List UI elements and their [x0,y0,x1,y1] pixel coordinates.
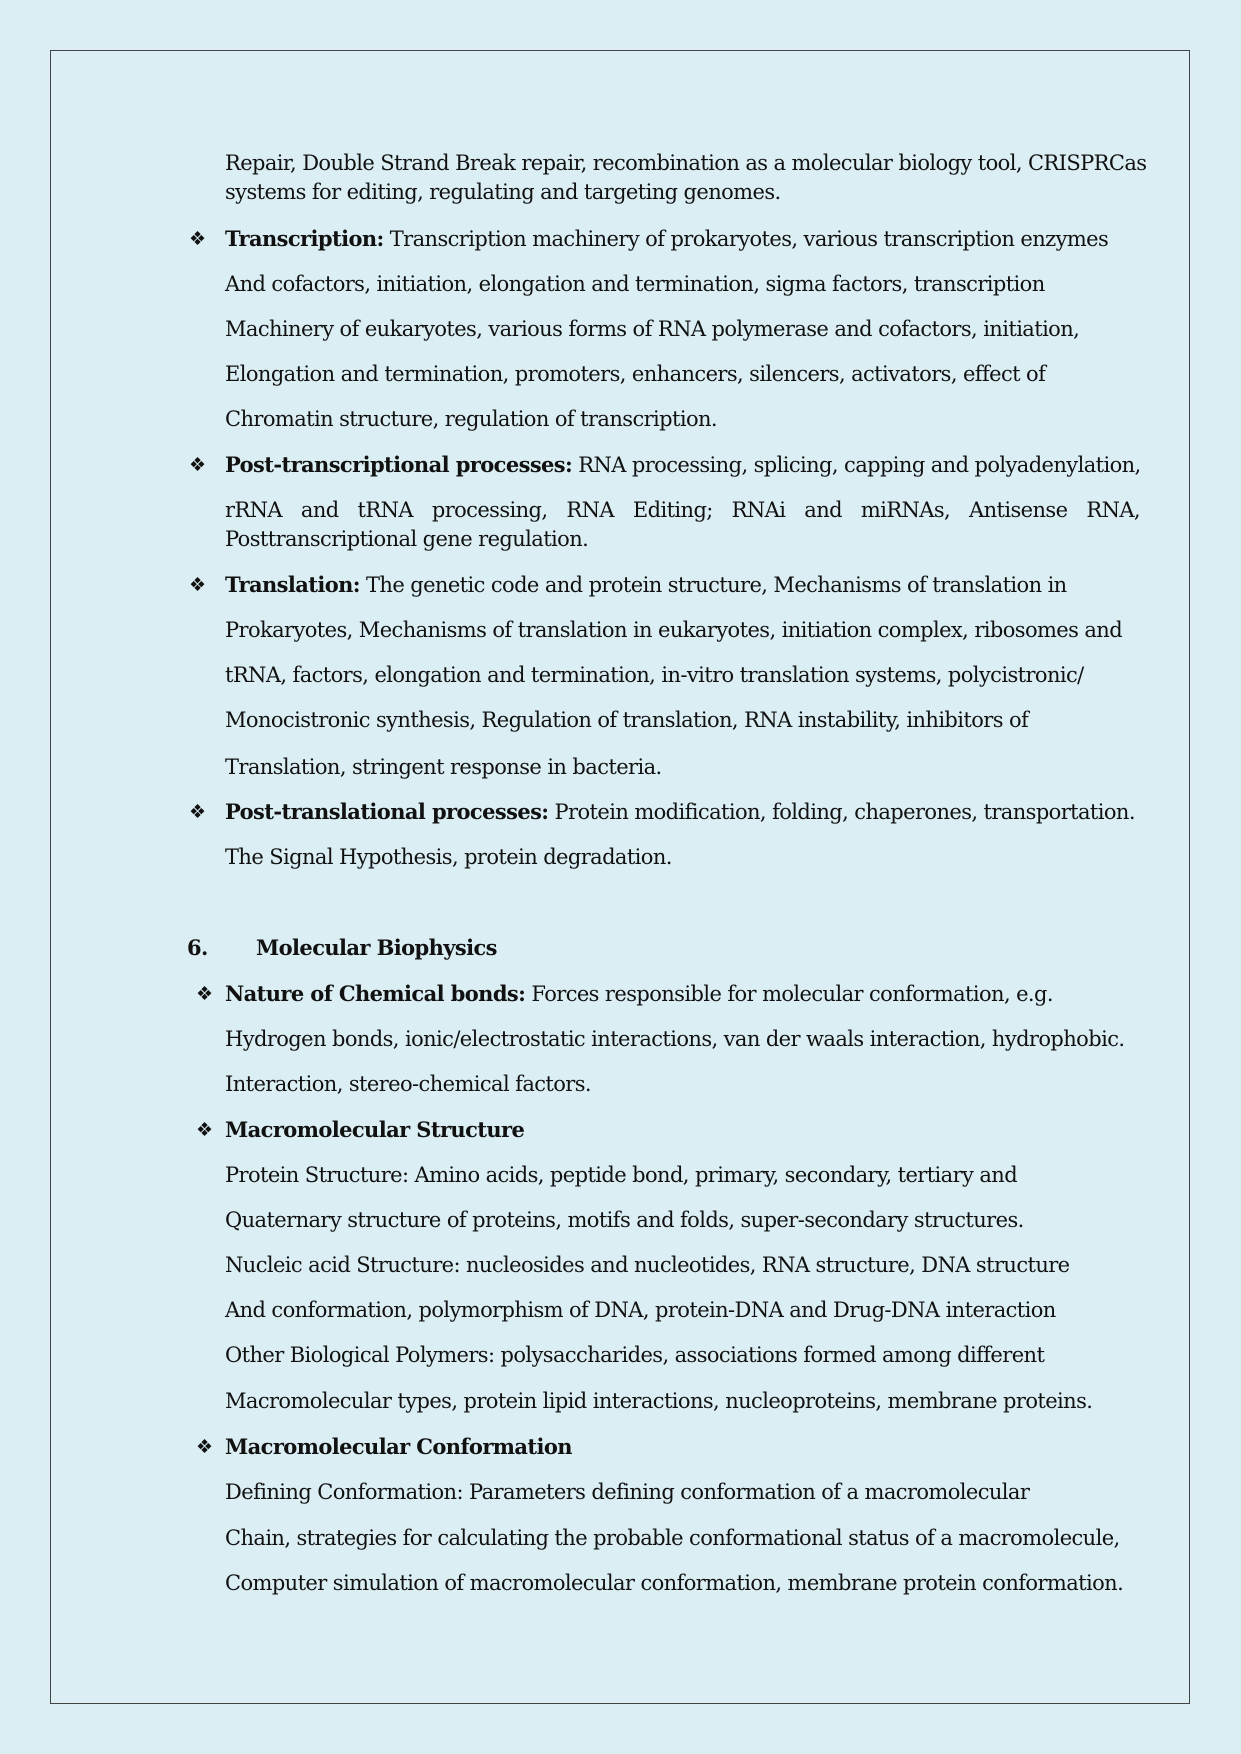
bullet-icon: ❖ [189,454,206,476]
intro-line-2: systems for editing, regulating and targeting genomes. [225,180,781,204]
chemical-bonds-line: Hydrogen bonds, ionic/electrostatic interactions, van der waals interaction, hydrophobic. [225,1027,1125,1051]
post-translational-line: The Signal Hypothesis, protein degradation. [225,845,672,869]
bullet-icon: ❖ [196,983,213,1005]
transcription-first-line [225,225,1108,253]
transcription-line: Elongation and termination, promoters, enhancers, silencers, activators, effect of [225,362,1046,386]
transcription-line: Machinery of eukaryotes, various forms of RNA polymerase and cofactors, initiation, [225,317,1080,341]
macro-structure-line: Nucleic acid Structure: nucleosides and nucleotides, RNA structure, DNA structure [225,1253,1070,1277]
macro-structure-line: Other Biological Polymers: polysaccharides, associations formed among different [225,1343,1045,1367]
post-transcriptional-title: Post-transcriptional processes: [225,452,573,477]
translation-title: Translation: [225,572,360,597]
post-translational-first-line [225,798,1135,826]
bullet-icon: ❖ [196,1119,213,1141]
translation-line: Prokaryotes, Mechanisms of translation in eukaryotes, initiation complex, ribosomes and [225,618,1123,642]
macro-structure-line: Macromolecular types, protein lipid interactions, nucleoproteins, membrane proteins. [225,1389,1093,1413]
translation-line: Monocistronic synthesis, Regulation of translation, RNA instability, inhibitors of [225,708,1029,732]
transcription-title: Transcription: [225,226,384,251]
chemical-bonds-text: Forces responsible for molecular conformation, e.g. [525,982,1053,1006]
chemical-bonds-title: Nature of Chemical bonds: [225,981,526,1006]
macro-conformation-line: Computer simulation of macromolecular conformation, membrane protein conformation. [225,1571,1124,1595]
translation-line: tRNA, factors, elongation and termination, in-vitro translation systems, polycistronic/ [225,663,1084,687]
section-number: 6. [187,935,208,960]
post-transcriptional-text: RNA processing, splicing, capping and polyadenylation, [572,453,1141,477]
macro-structure-title: Macromolecular Structure [225,1117,525,1142]
bullet-icon: ❖ [189,574,206,596]
post-transcriptional-line: rRNA and tRNA processing, RNA Editing; RNAi and miRNAs, Antisense RNA, [225,498,1140,522]
macro-structure-line: Quaternary structure of proteins, motifs and folds, super-secondary structures. [225,1208,1024,1232]
post-translational-title: Post-translational processes: [225,799,549,824]
macro-conformation-title: Macromolecular Conformation [225,1434,572,1459]
post-transcriptional-first-line [225,451,1141,479]
bullet-icon: ❖ [196,1436,213,1458]
transcription-text: Transcription machinery of prokaryotes, various transcription enzymes [383,227,1109,251]
section-title: Molecular Biophysics [256,935,497,960]
translation-text: The genetic code and protein structure, Mechanisms of translation in [359,573,1067,597]
post-transcriptional-line: Posttranscriptional gene regulation. [225,527,589,551]
bullet-icon: ❖ [189,801,206,823]
post-translational-text: Protein modification, folding, chaperones, transportation. [548,800,1135,824]
chemical-bonds-first-line [225,980,1053,1008]
translation-first-line [225,571,1067,599]
macro-structure-line: And conformation, polymorphism of DNA, protein-DNA and Drug-DNA interaction [225,1298,1056,1322]
bullet-icon: ❖ [189,228,206,250]
macro-structure-line: Protein Structure: Amino acids, peptide bond, primary, secondary, tertiary and [225,1163,1018,1187]
page-border [50,50,1190,1704]
intro-line-1: Repair, Double Strand Break repair, recombination as a molecular biology tool, CRISPRCas [225,151,1147,175]
macro-conformation-line: Defining Conformation: Parameters defining conformation of a macromolecular [225,1480,1030,1504]
chemical-bonds-line: Interaction, stereo-chemical factors. [225,1072,591,1096]
translation-line: Translation, stringent response in bacteria. [225,755,662,779]
transcription-line: And cofactors, initiation, elongation and termination, sigma factors, transcription [225,272,1045,296]
transcription-line: Chromatin structure, regulation of transcription. [225,407,718,431]
macro-conformation-line: Chain, strategies for calculating the probable conformational status of a macromolecule, [225,1526,1120,1550]
